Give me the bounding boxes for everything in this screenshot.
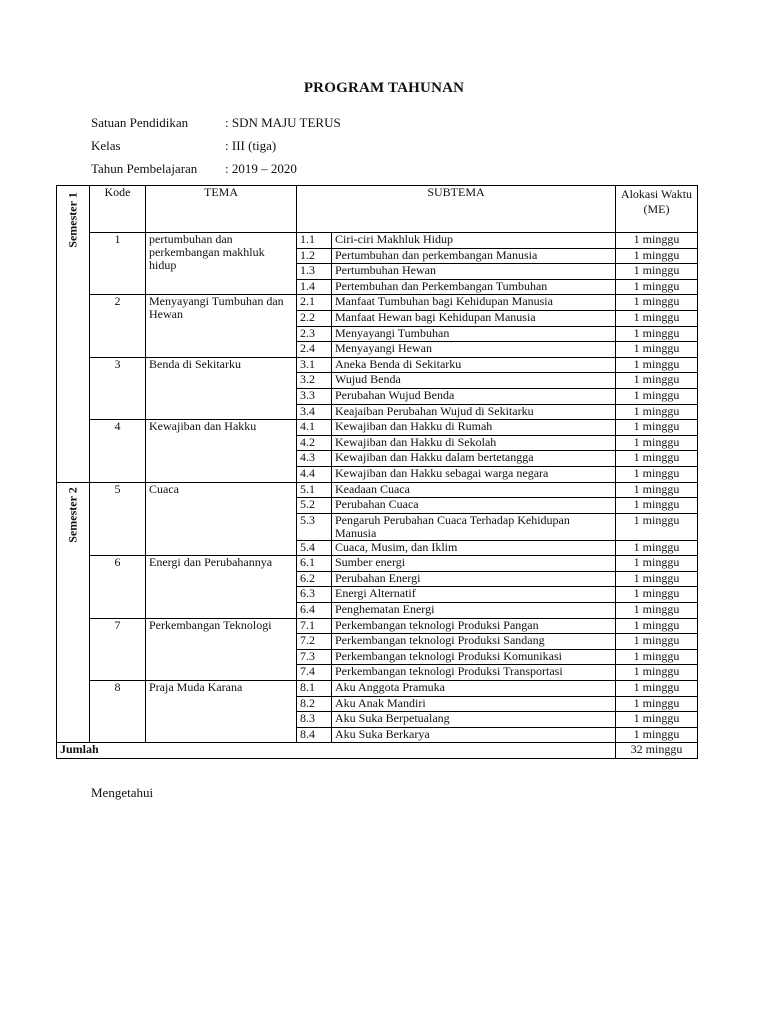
subtema-alokasi: 1 minggu [616, 451, 698, 467]
subtema-alokasi: 1 minggu [616, 233, 698, 249]
header-kode: Kode [90, 186, 146, 233]
subtema-number: 6.2 [297, 571, 332, 587]
subtema-number: 1.4 [297, 279, 332, 295]
subtema-number: 6.1 [297, 556, 332, 572]
theme-kode: 4 [90, 420, 146, 482]
subtema-name: Menyayangi Hewan [332, 342, 616, 358]
subtema-alokasi: 1 minggu [616, 248, 698, 264]
subtema-number: 3.4 [297, 404, 332, 420]
meta-value: : SDN MAJU TERUS [225, 115, 341, 130]
theme-name: Kewajiban dan Hakku [146, 420, 297, 482]
total-value: 32 minggu [616, 743, 698, 759]
meta-label: Kelas [91, 138, 121, 153]
subtema-number: 3.1 [297, 357, 332, 373]
subtema-alokasi: 1 minggu [616, 388, 698, 404]
subtema-number: 8.3 [297, 712, 332, 728]
table-header-row [57, 186, 698, 233]
subtema-alokasi: 1 minggu [616, 295, 698, 311]
theme-name: pertumbuhan dan perkembangan makhluk hidup [146, 233, 297, 295]
header-tema: TEMA [146, 186, 297, 233]
subtema-name: Perkembangan teknologi Produksi Komunikasi [332, 649, 616, 665]
subtema-alokasi: 1 minggu [616, 513, 698, 540]
theme-name: Menyayangi Tumbuhan dan Hewan [146, 295, 297, 357]
table-row [57, 420, 698, 436]
subtema-name: Pertumbuhan Hewan [332, 264, 616, 280]
subtema-name: Kewajiban dan Hakku dalam bertetangga [332, 451, 616, 467]
subtema-number: 5.2 [297, 498, 332, 514]
subtema-number: 3.3 [297, 388, 332, 404]
subtema-alokasi: 1 minggu [616, 326, 698, 342]
subtema-name: Keadaan Cuaca [332, 482, 616, 498]
subtema-name: Perkembangan teknologi Produksi Sandang [332, 634, 616, 650]
table-row [57, 618, 698, 634]
subtema-name: Keajaiban Perubahan Wujud di Sekitarku [332, 404, 616, 420]
total-row [57, 743, 698, 759]
semester-label: Semester 1 [65, 192, 80, 248]
subtema-number: 4.3 [297, 451, 332, 467]
subtema-number: 5.3 [297, 513, 332, 540]
subtema-number: 2.1 [297, 295, 332, 311]
page-title: PROGRAM TAHUNAN [303, 80, 465, 96]
subtema-number: 3.2 [297, 373, 332, 389]
subtema-number: 8.1 [297, 681, 332, 697]
subtema-name: Cuaca, Musim, dan Iklim [332, 540, 616, 556]
subtema-number: 4.2 [297, 435, 332, 451]
subtema-name: Aku Suka Berkarya [332, 727, 616, 743]
theme-name: Cuaca [146, 482, 297, 556]
subtema-alokasi: 1 minggu [616, 466, 698, 482]
total-label: Jumlah [57, 743, 616, 759]
theme-name: Benda di Sekitarku [146, 357, 297, 419]
subtema-name: Penghematan Energi [332, 603, 616, 619]
subtema-name: Wujud Benda [332, 373, 616, 389]
table-row [57, 357, 698, 373]
subtema-alokasi: 1 minggu [616, 342, 698, 358]
theme-kode: 7 [90, 618, 146, 680]
subtema-number: 8.2 [297, 696, 332, 712]
subtema-alokasi: 1 minggu [616, 556, 698, 572]
subtema-alokasi: 1 minggu [616, 310, 698, 326]
semester-cell [57, 482, 90, 743]
subtema-name: Aku Anak Mandiri [332, 696, 616, 712]
meta-label: Satuan Pendidikan [91, 115, 189, 130]
subtema-name: Kewajiban dan Hakku sebagai warga negara [332, 466, 616, 482]
subtema-alokasi: 1 minggu [616, 665, 698, 681]
subtema-name: Kewajiban dan Hakku di Rumah [332, 420, 616, 436]
subtema-alokasi: 1 minggu [616, 634, 698, 650]
subtema-number: 6.3 [297, 587, 332, 603]
subtema-alokasi: 1 minggu [616, 681, 698, 697]
theme-kode: 1 [90, 233, 146, 295]
subtema-alokasi: 1 minggu [616, 696, 698, 712]
subtema-name: Aku Suka Berpetualang [332, 712, 616, 728]
subtema-name: Perubahan Wujud Benda [332, 388, 616, 404]
subtema-alokasi: 1 minggu [616, 404, 698, 420]
subtema-alokasi: 1 minggu [616, 373, 698, 389]
subtema-alokasi: 1 minggu [616, 603, 698, 619]
program-table [56, 185, 698, 759]
subtema-alokasi: 1 minggu [616, 498, 698, 514]
subtema-number: 5.1 [297, 482, 332, 498]
table-row [57, 295, 698, 311]
subtema-number: 7.3 [297, 649, 332, 665]
theme-kode: 3 [90, 357, 146, 419]
theme-kode: 5 [90, 482, 146, 556]
subtema-name: Sumber energi [332, 556, 616, 572]
subtema-name: Pertumbuhan dan perkembangan Manusia [332, 248, 616, 264]
subtema-name: Kewajiban dan Hakku di Sekolah [332, 435, 616, 451]
subtema-alokasi: 1 minggu [616, 279, 698, 295]
subtema-name: Manfaat Hewan bagi Kehidupan Manusia [332, 310, 616, 326]
header-subtema: SUBTEMA [297, 186, 616, 233]
subtema-number: 6.4 [297, 603, 332, 619]
subtema-name: Aneka Benda di Sekitarku [332, 357, 616, 373]
subtema-alokasi: 1 minggu [616, 482, 698, 498]
subtema-alokasi: 1 minggu [616, 587, 698, 603]
header-alokasi: Alokasi Waktu (ME) [616, 186, 698, 233]
subtema-name: Perkembangan teknologi Produksi Transportasi [332, 665, 616, 681]
subtema-name: Manfaat Tumbuhan bagi Kehidupan Manusia [332, 295, 616, 311]
subtema-number: 7.1 [297, 618, 332, 634]
subtema-name: Pengaruh Perubahan Cuaca Terhadap Kehidupan Manusia [332, 513, 616, 540]
theme-name: Praja Muda Karana [146, 681, 297, 743]
subtema-number: 7.2 [297, 634, 332, 650]
theme-name: Perkembangan Teknologi [146, 618, 297, 680]
semester-label: Semester 2 [65, 486, 80, 543]
subtema-alokasi: 1 minggu [616, 727, 698, 743]
subtema-number: 1.3 [297, 264, 332, 280]
subtema-alokasi: 1 minggu [616, 264, 698, 280]
table-row [57, 681, 698, 697]
subtema-number: 2.4 [297, 342, 332, 358]
subtema-name: Perubahan Energi [332, 571, 616, 587]
subtema-alokasi: 1 minggu [616, 649, 698, 665]
subtema-number: 2.2 [297, 310, 332, 326]
semester-cell [57, 186, 90, 483]
subtema-alokasi: 1 minggu [616, 540, 698, 556]
subtema-alokasi: 1 minggu [616, 420, 698, 436]
meta-value: : III (tiga) [225, 138, 277, 153]
subtema-name: Pertembuhan dan Perkembangan Tumbuhan [332, 279, 616, 295]
theme-kode: 8 [90, 681, 146, 743]
theme-name: Energi dan Perubahannya [146, 556, 297, 618]
subtema-alokasi: 1 minggu [616, 571, 698, 587]
table-row [57, 482, 698, 498]
subtema-number: 4.4 [297, 466, 332, 482]
subtema-name: Perubahan Cuaca [332, 498, 616, 514]
program-table-body [57, 186, 698, 759]
subtema-name: Perkembangan teknologi Produksi Pangan [332, 618, 616, 634]
subtema-number: 7.4 [297, 665, 332, 681]
subtema-alokasi: 1 minggu [616, 357, 698, 373]
theme-kode: 6 [90, 556, 146, 618]
subtema-name: Menyayangi Tumbuhan [332, 326, 616, 342]
subtema-number: 5.4 [297, 540, 332, 556]
table-row [57, 233, 698, 249]
subtema-alokasi: 1 minggu [616, 435, 698, 451]
subtema-name: Ciri-ciri Makhluk Hidup [332, 233, 616, 249]
table-row [57, 556, 698, 572]
meta-value: : 2019 – 2020 [225, 161, 297, 176]
subtema-number: 1.1 [297, 233, 332, 249]
subtema-name: Energi Alternatif [332, 587, 616, 603]
meta-label: Tahun Pembelajaran [91, 161, 198, 176]
footer-mengetahui: Mengetahui [91, 785, 154, 800]
subtema-number: 1.2 [297, 248, 332, 264]
subtema-name: Aku Anggota Pramuka [332, 681, 616, 697]
subtema-alokasi: 1 minggu [616, 618, 698, 634]
subtema-alokasi: 1 minggu [616, 712, 698, 728]
subtema-number: 8.4 [297, 727, 332, 743]
theme-kode: 2 [90, 295, 146, 357]
subtema-number: 4.1 [297, 420, 332, 436]
subtema-number: 2.3 [297, 326, 332, 342]
